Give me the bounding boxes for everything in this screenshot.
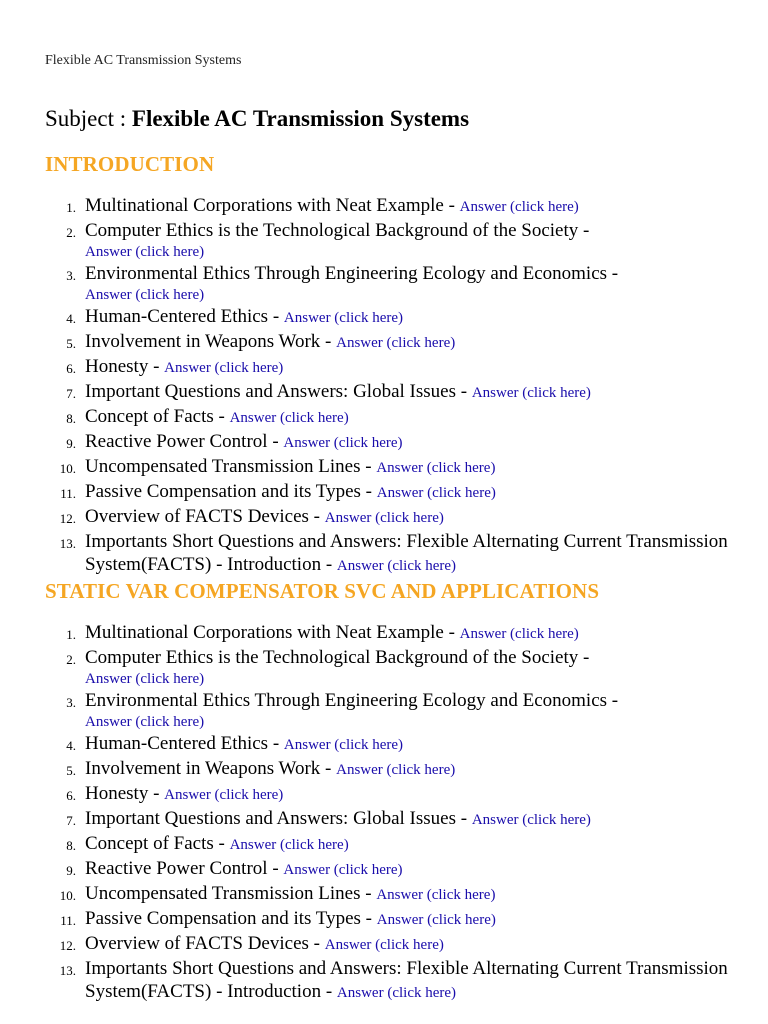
item-number: 11. xyxy=(60,486,76,501)
item-number: 13. xyxy=(59,963,76,978)
list-item xyxy=(0,455,768,480)
item-title: Environmental Ethics Through Engineering Ecology and Economics - xyxy=(85,690,619,711)
answer-link[interactable]: Answer (click here) xyxy=(336,985,457,1001)
answer-link[interactable]: Answer (click here) xyxy=(229,837,349,853)
subject-label: Subject : xyxy=(45,106,132,131)
item-number: 3. xyxy=(66,695,76,710)
topic-list xyxy=(0,194,768,578)
item-title: Involvement in Weapons Work - xyxy=(85,331,337,352)
list-item xyxy=(0,957,768,1005)
item-number: 10. xyxy=(59,461,76,476)
answer-link[interactable]: Answer (click here) xyxy=(164,787,284,803)
item-number: 9. xyxy=(66,436,76,451)
item-title: Multinational Corporations with Neat Example - xyxy=(85,622,460,643)
answer-link[interactable]: Answer (click here) xyxy=(85,671,205,687)
list-item xyxy=(0,646,768,689)
list-item xyxy=(0,832,768,857)
list-item xyxy=(0,807,768,832)
list-item xyxy=(0,857,768,882)
answer-link[interactable]: Answer (click here) xyxy=(283,737,404,753)
item-title: Human-Centered Ethics - xyxy=(85,733,284,754)
list-item xyxy=(0,480,768,505)
answer-link[interactable]: Answer (click here) xyxy=(229,410,349,426)
item-title: Overview of FACTS Devices - xyxy=(85,933,325,954)
item-number: 5. xyxy=(66,763,76,778)
item-title: Importants Short Questions and Answers: Flexible Alternating Current Transmission System(FACTS) - Introduction - xyxy=(85,531,728,575)
item-number: 2. xyxy=(66,225,76,240)
answer-link[interactable]: Answer (click here) xyxy=(471,812,591,828)
list-item xyxy=(0,782,768,807)
item-title: Involvement in Weapons Work - xyxy=(85,758,337,779)
item-title: Important Questions and Answers: Global Issues - xyxy=(85,381,472,402)
answer-link[interactable]: Answer (click here) xyxy=(283,862,403,878)
answer-link[interactable]: Answer (click here) xyxy=(324,937,444,953)
list-item xyxy=(0,405,768,430)
list-item xyxy=(0,330,768,355)
item-title: Uncompensated Transmission Lines - xyxy=(85,883,377,904)
answer-link[interactable]: Answer (click here) xyxy=(471,385,591,401)
answer-link[interactable]: Answer (click here) xyxy=(459,626,579,642)
item-title: Computer Ethics is the Technological Background of the Society - xyxy=(85,647,590,668)
section-heading: INTRODUCTION xyxy=(45,152,215,176)
section-introduction xyxy=(0,150,768,578)
answer-link[interactable]: Answer (click here) xyxy=(376,460,496,476)
item-title: Uncompensated Transmission Lines - xyxy=(85,456,377,477)
answer-link[interactable]: Answer (click here) xyxy=(85,244,205,260)
list-item xyxy=(0,430,768,455)
list-item xyxy=(0,262,768,305)
list-item xyxy=(0,530,768,578)
item-number: 4. xyxy=(66,738,76,753)
running-header: Flexible AC Transmission Systems xyxy=(45,53,242,68)
list-item xyxy=(0,380,768,405)
item-number: 10. xyxy=(59,888,76,903)
list-item xyxy=(0,882,768,907)
subject-line xyxy=(45,104,469,134)
answer-link[interactable]: Answer (click here) xyxy=(324,510,444,526)
list-item xyxy=(0,907,768,932)
list-item xyxy=(0,355,768,380)
item-title: Overview of FACTS Devices - xyxy=(85,506,325,527)
item-number: 8. xyxy=(66,838,76,853)
item-number: 1. xyxy=(66,627,76,642)
item-number: 13. xyxy=(59,536,76,551)
item-title: Passive Compensation and its Types - xyxy=(85,908,377,929)
item-title: Reactive Power Control - xyxy=(85,431,284,452)
item-number: 4. xyxy=(66,311,76,326)
answer-link[interactable]: Answer (click here) xyxy=(336,762,456,778)
item-title: Environmental Ethics Through Engineering Ecology and Economics - xyxy=(85,263,619,284)
item-number: 12. xyxy=(59,938,76,953)
item-number: 3. xyxy=(66,268,76,283)
item-title: Honesty - xyxy=(85,356,165,377)
item-number: 6. xyxy=(66,361,76,376)
list-item xyxy=(0,505,768,530)
item-number: 7. xyxy=(66,813,76,828)
item-number: 12. xyxy=(59,511,76,526)
list-item xyxy=(0,621,768,646)
item-number: 6. xyxy=(66,788,76,803)
list-item xyxy=(0,689,768,732)
answer-link[interactable]: Answer (click here) xyxy=(283,435,403,451)
answer-link[interactable]: Answer (click here) xyxy=(336,335,456,351)
list-item xyxy=(0,932,768,957)
list-item xyxy=(0,757,768,782)
item-number: 5. xyxy=(66,336,76,351)
list-item xyxy=(0,194,768,219)
item-number: 2. xyxy=(66,652,76,667)
answer-link[interactable]: Answer (click here) xyxy=(459,199,579,215)
answer-link[interactable]: Answer (click here) xyxy=(376,485,496,501)
item-title: Importants Short Questions and Answers: Flexible Alternating Current Transmission System(FACTS) - Introduction - xyxy=(85,958,728,1002)
item-title: Multinational Corporations with Neat Example - xyxy=(85,195,460,216)
item-title: Computer Ethics is the Technological Background of the Society - xyxy=(85,220,590,241)
list-item xyxy=(0,305,768,330)
answer-link[interactable]: Answer (click here) xyxy=(85,287,205,303)
topic-list xyxy=(0,621,768,1005)
item-number: 8. xyxy=(66,411,76,426)
item-title: Important Questions and Answers: Global Issues - xyxy=(85,808,472,829)
subject-title: Flexible AC Transmission Systems xyxy=(131,106,470,131)
list-item xyxy=(0,219,768,262)
item-number: 1. xyxy=(66,200,76,215)
list-item xyxy=(0,732,768,757)
answer-link[interactable]: Answer (click here) xyxy=(376,887,496,903)
section-heading: STATIC VAR COMPENSATOR SVC AND APPLICATIONS xyxy=(45,579,600,603)
item-title: Reactive Power Control - xyxy=(85,858,284,879)
item-number: 7. xyxy=(66,386,76,401)
answer-link[interactable]: Answer (click here) xyxy=(283,310,404,326)
item-title: Passive Compensation and its Types - xyxy=(85,481,377,502)
item-title: Human-Centered Ethics - xyxy=(85,306,284,327)
item-number: 11. xyxy=(60,913,76,928)
item-number: 9. xyxy=(66,863,76,878)
item-title: Honesty - xyxy=(85,783,165,804)
item-title: Concept of Facts - xyxy=(85,833,230,854)
answer-link[interactable]: Answer (click here) xyxy=(376,912,496,928)
answer-link[interactable]: Answer (click here) xyxy=(85,714,205,730)
section-static-var-compensator xyxy=(0,577,768,1005)
answer-link[interactable]: Answer (click here) xyxy=(164,360,284,376)
item-title: Concept of Facts - xyxy=(85,406,230,427)
answer-link[interactable]: Answer (click here) xyxy=(336,558,457,574)
